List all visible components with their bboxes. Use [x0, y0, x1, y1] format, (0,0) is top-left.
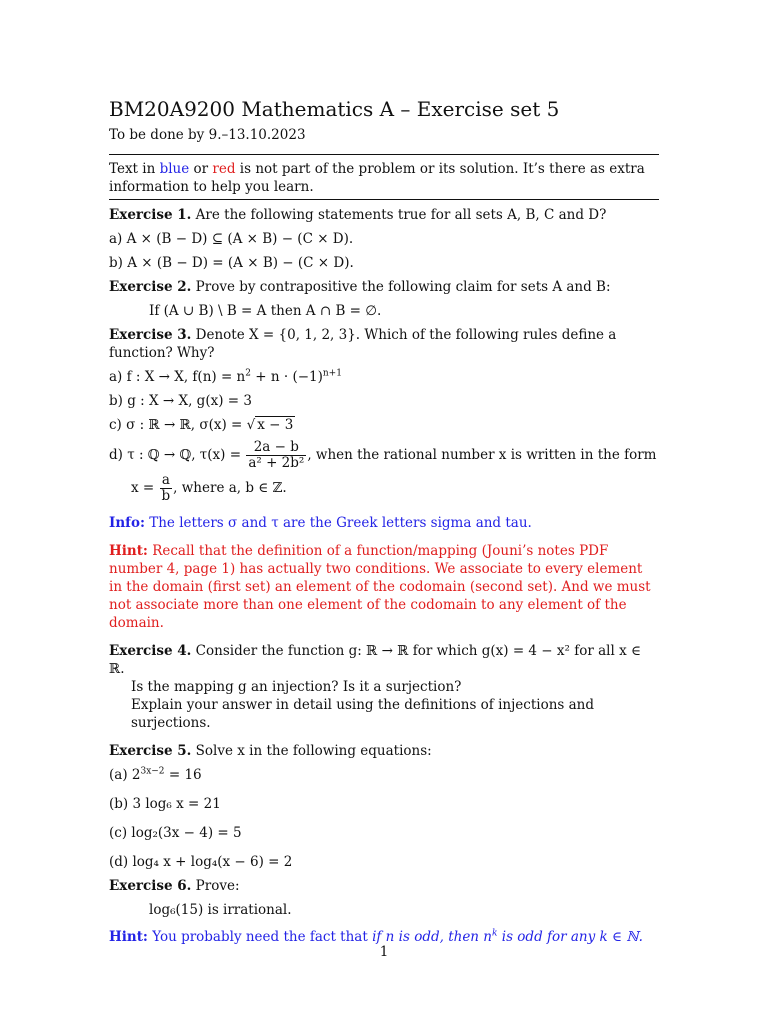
document-subtitle: To be done by 9.–13.10.2023 — [109, 127, 306, 143]
hint-text-pre: You probably need the fact that — [147, 929, 373, 945]
exercise-1-b: b) A × (B − D) = (A × B) − (C × D). — [109, 255, 354, 271]
exercise-5-d: (d) log₄ x + log₄(x − 6) = 2 — [109, 854, 293, 870]
exercise-3-label: Exercise 3. — [109, 327, 192, 343]
exercise-3 — [109, 326, 659, 362]
exercise-1 — [109, 206, 659, 224]
document-page — [109, 96, 659, 952]
exercise-2-claim: If (A ∪ B) \ B = A then A ∩ B = ∅. — [149, 303, 382, 319]
exercise-4 — [109, 642, 659, 678]
page-number: 1 — [379, 944, 389, 960]
exercise-4-text: Consider the function g: ℝ → ℝ for which g(x) = 4 − x² for all x ∈ ℝ. — [109, 643, 641, 677]
exercise-3-c-text: c) σ : ℝ → ℝ, σ(x) = √ — [109, 417, 256, 433]
exercise-3-d2-fraction — [160, 473, 173, 504]
exercise-3-a-exp1: 2 — [245, 368, 251, 379]
exercise-3-info — [109, 514, 659, 532]
document-title: BM20A9200 Mathematics A – Exercise set 5 — [109, 97, 560, 121]
hint-label: Hint: — [109, 543, 148, 559]
exercise-3-a-exp2: n+1 — [322, 368, 342, 379]
info-text-pre: Text in — [109, 161, 160, 177]
exercise-5-a-exp: 3x−2 — [140, 766, 165, 777]
fraction-denominator: b — [161, 488, 171, 504]
exercise-5-b: (b) 3 log₆ x = 21 — [109, 796, 221, 812]
exercise-3-d — [109, 440, 659, 471]
exercise-6-claim: log₆(15) is irrational. — [149, 902, 292, 918]
hint-label: Hint: — [109, 929, 148, 945]
exercise-5-a-post: = 16 — [164, 767, 202, 783]
exercise-5-text: Solve x in the following equations: — [195, 743, 432, 759]
fraction-numerator: 2a − b — [246, 440, 306, 456]
exercise-2 — [109, 278, 659, 296]
exercise-3-hint — [109, 542, 659, 632]
exercise-3-d-line2 — [109, 473, 659, 504]
exercise-2-text: Prove by contrapositive the following claim for sets A and B: — [195, 279, 611, 295]
exercise-5-a-text: (a) 2 — [109, 767, 141, 783]
exercise-5-c: (c) log₂(3x − 4) = 5 — [109, 825, 242, 841]
hint-text-post: is odd for any k ∈ ℕ. — [497, 929, 643, 945]
exercise-3-d2-text: x = — [131, 480, 159, 496]
exercise-3-text: Denote X = {0, 1, 2, 3}. Which of the following rules define a function? Why? — [109, 327, 617, 361]
info-text: The letters σ and τ are the Greek letters sigma and tau. — [144, 515, 532, 531]
exercise-1-text: Are the following statements true for all sets A, B, C and D? — [195, 207, 607, 223]
exercise-2-label: Exercise 2. — [109, 279, 192, 295]
fraction-denominator: a² + 2b² — [248, 455, 305, 471]
info-red-word: red — [212, 161, 236, 177]
info-label: Info: — [109, 515, 145, 531]
exercise-3-b: b) g : X → X, g(x) = 3 — [109, 393, 252, 409]
exercise-5 — [109, 742, 659, 760]
exercise-3-c — [109, 416, 659, 434]
exercise-3-a-mid: + n · (−1) — [250, 369, 323, 385]
exercise-6-text: Prove: — [195, 878, 240, 894]
exercise-6-label: Exercise 6. — [109, 878, 192, 894]
info-box — [109, 154, 659, 200]
hint-text: Recall that the definition of a function/mapping (Jouni’s notes PDF number 4, page 1) has actually two conditions. We associate to every element in the domain (first set) an element of the codomain (second set). And we must not associate more than one element of the codomain to any element of the domain. — [109, 543, 651, 631]
info-blue-word: blue — [159, 161, 190, 177]
info-text-post: is not part of the problem or its solution. It’s there as extra information to help you learn. — [109, 161, 645, 195]
hint-exp: k — [492, 928, 498, 939]
exercise-3-d2-post: , where a, b ∈ ℤ. — [173, 480, 287, 496]
exercise-3-d-fraction — [246, 440, 306, 471]
exercise-4-line3: Explain your answer in detail using the definitions of injections and surjections. — [131, 697, 595, 731]
exercise-3-d-post: , when the rational number x is written in the form — [307, 447, 657, 463]
exercise-4-label: Exercise 4. — [109, 643, 192, 659]
exercise-5-a — [109, 766, 659, 784]
exercise-3-c-radicand: x − 3 — [257, 417, 294, 433]
exercise-4-line2: Is the mapping g an injection? Is it a surjection? — [131, 679, 462, 695]
info-or: or — [189, 161, 213, 177]
exercise-3-a-text: a) f : X → X, f(n) = n — [109, 369, 246, 385]
exercise-3-d-text: d) τ : ℚ → ℚ, τ(x) = — [109, 447, 246, 463]
exercise-3-a — [109, 368, 659, 386]
fraction-numerator: a — [160, 473, 173, 489]
hint-text-italic: if n is odd, then n — [372, 929, 492, 945]
exercise-6 — [109, 877, 659, 895]
exercise-1-label: Exercise 1. — [109, 207, 192, 223]
exercise-5-label: Exercise 5. — [109, 743, 192, 759]
exercise-1-a: a) A × (B − D) ⊆ (A × B) − (C × D). — [109, 231, 354, 247]
